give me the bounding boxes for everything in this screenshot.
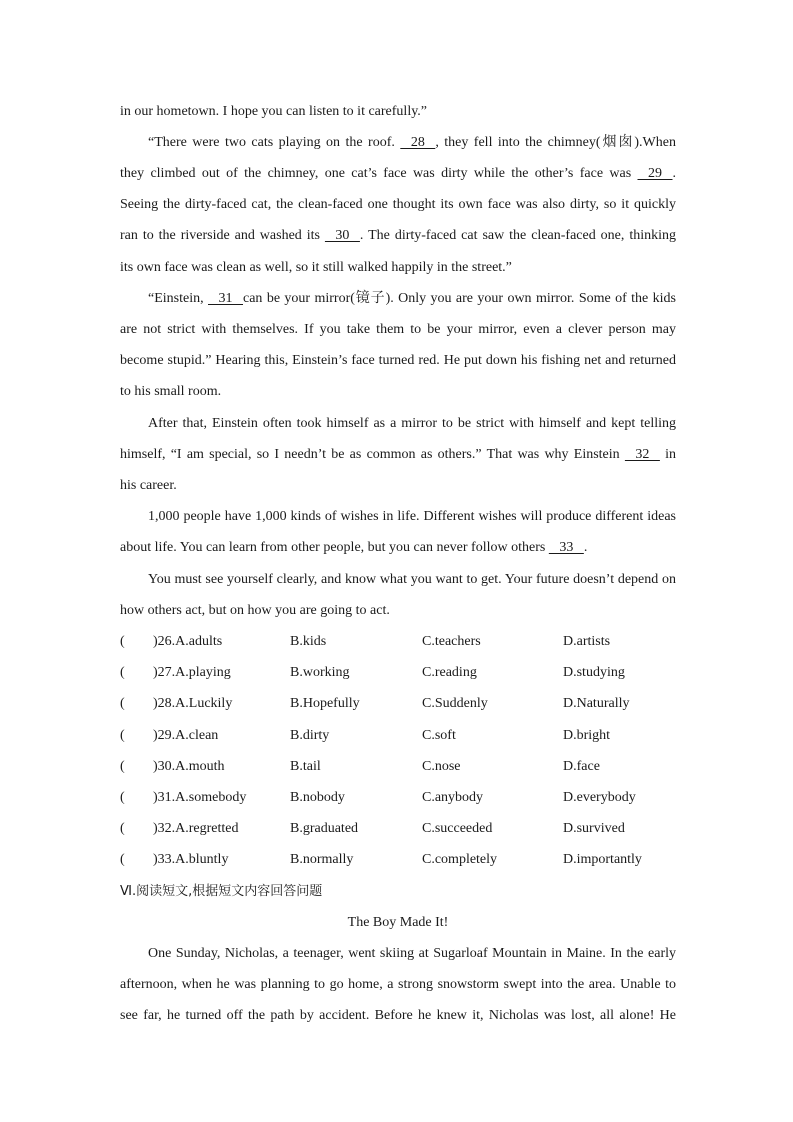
passage-line: “There were two cats playing on the roof. 28 , they fell into the chimney(烟囱).When	[148, 135, 676, 150]
passage-line: Seeing the dirty-faced cat, the clean-faced one thought its own face was also dirty, so it quickly	[120, 197, 676, 212]
option-a: )28.A.Luckily	[153, 696, 233, 711]
blank-29: 29	[637, 166, 673, 181]
passage-line: see far, he turned off the path by accident. Before he knew it, Nicholas was lost, all alone! He	[120, 1008, 676, 1023]
option-b: B.tail	[290, 759, 321, 774]
option-c: C.succeeded	[422, 821, 493, 836]
option-c: C.teachers	[422, 634, 481, 649]
option-a: )29.A.clean	[153, 728, 219, 743]
answer-paren[interactable]: (	[120, 759, 125, 774]
option-d: D.importantly	[563, 852, 642, 867]
answer-paren[interactable]: (	[120, 728, 125, 743]
option-a: )33.A.bluntly	[153, 852, 229, 867]
option-c: C.soft	[422, 728, 456, 743]
option-row-27	[120, 665, 676, 681]
answer-paren[interactable]: (	[120, 790, 125, 805]
option-d: D.Naturally	[563, 696, 630, 711]
passage-line: ran to the riverside and washed its 30 . The dirty-faced cat saw the clean-faced one, thinking	[120, 228, 676, 243]
passage-line: become stupid.” Hearing this, Einstein’s face turned red. He put down his fishing net and returned	[120, 353, 676, 368]
option-c: C.Suddenly	[422, 696, 488, 711]
passage-line: After that, Einstein often took himself as a mirror to be strict with himself and kept telling	[148, 416, 676, 431]
passage-line: to his small room.	[120, 384, 222, 399]
passage-line: afternoon, when he was planning to go home, a strong snowstorm swept into the area. Unable to	[120, 977, 676, 992]
option-a: )31.A.somebody	[153, 790, 247, 805]
passage-line: its own face was clean as well, so it still walked happily in the street.”	[120, 260, 512, 275]
passage-line: how others act, but on how you are going to act.	[120, 603, 390, 618]
option-b: B.kids	[290, 634, 327, 649]
option-b: B.nobody	[290, 790, 345, 805]
passage-title: The Boy Made It!	[347, 915, 449, 930]
option-a: )26.A.adults	[153, 634, 223, 649]
option-row-32	[120, 821, 676, 837]
option-d: D.everybody	[563, 790, 636, 805]
option-c: C.nose	[422, 759, 461, 774]
blank-28: 28	[400, 135, 436, 150]
answer-paren[interactable]: (	[120, 852, 125, 867]
option-d: D.artists	[563, 634, 611, 649]
blank-30: 30	[324, 228, 360, 243]
option-d: D.face	[563, 759, 600, 774]
blank-32: 32	[624, 447, 660, 462]
option-c: C.reading	[422, 665, 477, 680]
option-b: B.Hopefully	[290, 696, 360, 711]
option-row-26	[120, 634, 676, 650]
option-b: B.normally	[290, 852, 354, 867]
passage-line: “Einstein, 31 can be your mirror(镜子). Only you are your own mirror. Some of the kids	[148, 291, 676, 306]
option-d: D.studying	[563, 665, 625, 680]
option-c: C.anybody	[422, 790, 484, 805]
passage-line: they climbed out of the chimney, one cat’s face was dirty while the other’s face was 29 .	[120, 166, 676, 181]
option-c: C.completely	[422, 852, 498, 867]
passage-line: are not strict with themselves. If you take them to be your mirror, even a clever person may	[120, 322, 676, 337]
passage-line: One Sunday, Nicholas, a teenager, went skiing at Sugarloaf Mountain in Maine. In the early	[148, 946, 676, 961]
passage-line: 1,000 people have 1,000 kinds of wishes in life. Different wishes will produce different ideas	[148, 509, 676, 524]
option-b: B.working	[290, 665, 350, 680]
option-row-30	[120, 759, 676, 775]
option-row-29	[120, 728, 676, 744]
option-d: D.bright	[563, 728, 611, 743]
option-a: )32.A.regretted	[153, 821, 239, 836]
passage-line: You must see yourself clearly, and know what you want to get. Your future doesn’t depend on	[148, 572, 676, 587]
passage-line: in our hometown. I hope you can listen to it carefully.”	[120, 104, 428, 119]
option-a: )27.A.playing	[153, 665, 231, 680]
option-b: B.graduated	[290, 821, 359, 836]
passage-line: himself, “I am special, so I needn’t be as common as others.” That was why Einstein 32 in	[120, 447, 677, 462]
option-a: )30.A.mouth	[153, 759, 225, 774]
option-d: D.survived	[563, 821, 625, 836]
answer-paren[interactable]: (	[120, 665, 125, 680]
answer-paren[interactable]: (	[120, 696, 125, 711]
passage-line: about life. You can learn from other people, but you can never follow others 33 .	[120, 540, 588, 555]
option-b: B.dirty	[290, 728, 330, 743]
option-row-33	[120, 852, 676, 868]
blank-33: 33	[548, 540, 584, 555]
passage-line: his career.	[120, 478, 177, 493]
blank-31: 31	[208, 291, 243, 306]
option-row-31	[120, 790, 676, 806]
section-heading: Ⅵ.阅读短文,根据短文内容回答问题	[120, 884, 323, 899]
option-row-28	[120, 696, 676, 712]
answer-paren[interactable]: (	[120, 634, 125, 649]
answer-paren[interactable]: (	[120, 821, 125, 836]
